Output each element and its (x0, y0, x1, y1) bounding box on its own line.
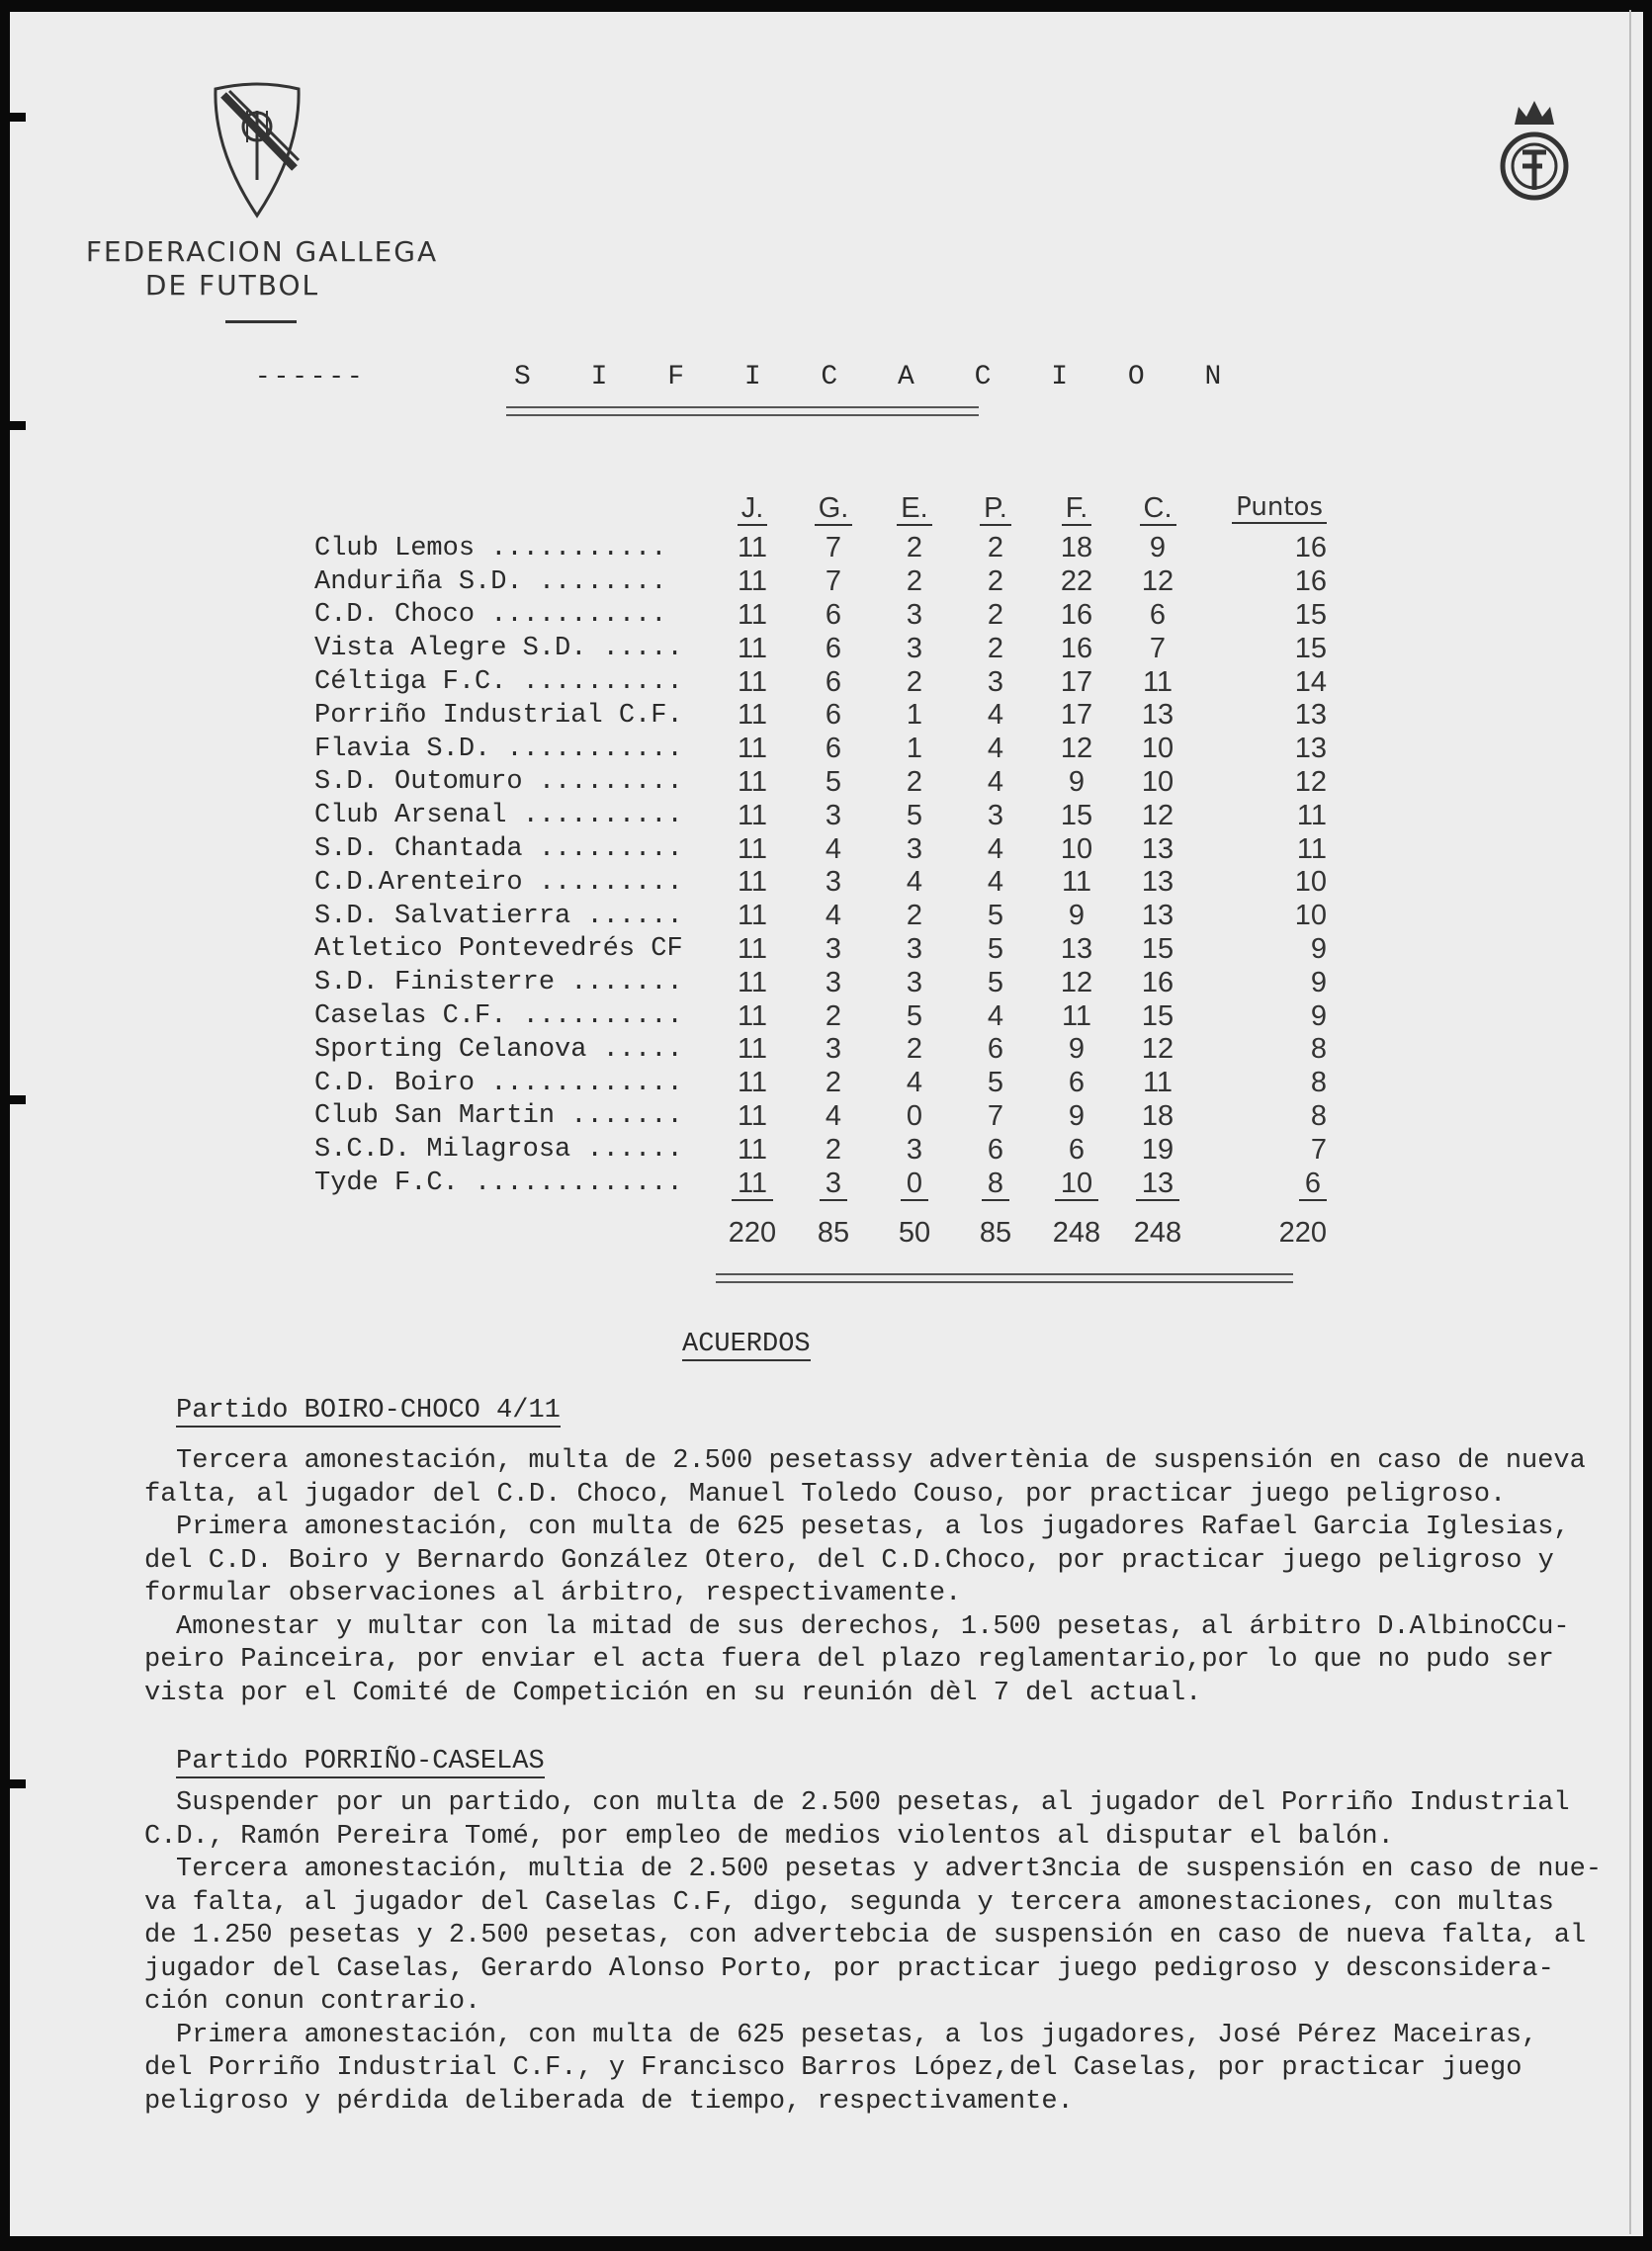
cell-drawn: 5 (906, 999, 923, 1032)
cell-goals-for: 17 (1060, 665, 1093, 698)
table-row (314, 1133, 1345, 1167)
team-name: Flavia S.D. ........... (314, 734, 683, 764)
cell-goals-against: 15 (1141, 999, 1174, 1032)
cell-goals-for: 17 (1060, 699, 1093, 732)
cell-played: 11 (737, 532, 768, 564)
crowned-emblem-icon (1493, 95, 1576, 209)
cell-goals-against: 12 (1141, 799, 1174, 831)
cell-points: 8 (1310, 1099, 1327, 1132)
cell-goals-for: 10 (1060, 832, 1093, 865)
cell-played: 11 (737, 632, 768, 664)
team-name: Club Lemos ........... (314, 533, 667, 563)
cell-goals-against: 12 (1141, 565, 1174, 598)
table-row (314, 565, 1345, 599)
cell-played: 11 (737, 699, 768, 732)
table-row (314, 866, 1345, 900)
cell-goals-for: 13 (1060, 932, 1093, 965)
table-row (314, 733, 1345, 766)
cell-drawn: 2 (906, 565, 923, 598)
cell-won: 6 (825, 632, 842, 664)
table-row (314, 632, 1345, 665)
binder-hole-mark (0, 113, 26, 122)
text-line: jugador del Caselas, Gerardo Alonso Porto, por practicar juego pedigroso y desconsidera- (144, 1953, 1554, 1984)
text-line: falta, al jugador del C.D. Choco, Manuel Toledo Couso, por practicar juego peligroso. (144, 1479, 1507, 1510)
cell-played: 11 (737, 1033, 768, 1066)
cell-won: 2 (825, 999, 842, 1032)
cell-points: 16 (1294, 532, 1327, 564)
team-name: Porriño Industrial C.F. (314, 700, 683, 731)
total-goals-against: 248 (1133, 1216, 1182, 1249)
cell-played: 11 (737, 665, 768, 698)
cell-played: 11 (737, 832, 768, 865)
table-row (314, 1067, 1345, 1100)
text-line: C.D., Ramón Pereira Tomé, por empleo de medios violentos al disputar el balón. (144, 1821, 1394, 1852)
text-line: Tercera amonestación, multa de 2.500 pesetassy advertènia de suspensión en caso de nueva (176, 1446, 1586, 1476)
table-row (314, 1100, 1345, 1134)
cell-goals-against: 19 (1141, 1133, 1174, 1166)
cell-drawn: 2 (906, 765, 923, 798)
cell-points: 9 (1310, 999, 1327, 1032)
cell-played: 11 (737, 866, 768, 899)
total-goals-for: 248 (1052, 1216, 1101, 1249)
total-lost: 85 (979, 1216, 1012, 1249)
cell-played: 11 (737, 900, 768, 932)
cell-drawn: 5 (906, 799, 923, 831)
section-title-porrino-caselas: Partido PORRIÑO-CASELAS (176, 1747, 545, 1776)
text-line: ción conun contrario. (144, 1987, 481, 2017)
cell-points: 10 (1294, 866, 1327, 899)
table-row (314, 665, 1345, 699)
cell-points: 15 (1294, 632, 1327, 664)
total-points: 220 (1278, 1216, 1327, 1249)
cell-drawn: 2 (906, 665, 923, 698)
cell-lost: 4 (987, 866, 1004, 899)
cell-won: 3 (820, 1168, 847, 1201)
cell-lost: 5 (987, 966, 1004, 998)
cell-goals-against: 16 (1141, 966, 1174, 998)
text-line: peiro Painceira, por enviar el acta fuera del plazo reglamentario,por lo que no pudo ser (144, 1645, 1554, 1675)
team-name: Tyde F.C. ............. (314, 1169, 683, 1199)
cell-played: 11 (737, 966, 768, 998)
cell-goals-for: 12 (1060, 966, 1093, 998)
cell-points: 11 (1296, 832, 1327, 865)
page-title: S I F I C A C I O N (514, 362, 1244, 392)
cell-points: 13 (1294, 733, 1327, 765)
cell-points: 13 (1294, 699, 1327, 732)
cell-won: 5 (825, 765, 842, 798)
acuerdos-heading: ACUERDOS (682, 1330, 811, 1359)
cell-drawn: 3 (906, 632, 923, 664)
cell-won: 4 (825, 832, 842, 865)
cell-goals-against: 13 (1141, 699, 1174, 732)
cell-lost: 4 (987, 999, 1004, 1032)
cell-goals-for: 15 (1060, 799, 1093, 831)
cell-won: 4 (825, 1099, 842, 1132)
team-name: Céltiga F.C. .......... (314, 667, 683, 698)
section-title-boiro-choco: Partido BOIRO-CHOCO 4/11 (176, 1396, 561, 1426)
cell-goals-against: 10 (1141, 765, 1174, 798)
total-played: 220 (728, 1216, 777, 1249)
cell-points: 14 (1294, 665, 1327, 698)
cell-goals-against: 13 (1141, 900, 1174, 932)
table-row (314, 999, 1345, 1033)
text-line: Amonestar y multar con la mitad de sus derechos, 1.500 pesetas, al árbitro D.AlbinoCCu- (176, 1611, 1570, 1642)
standings-table (314, 492, 1345, 1250)
cell-played: 11 (737, 1133, 768, 1166)
totals-row (314, 1200, 1345, 1250)
cell-won: 4 (825, 900, 842, 932)
cell-lost: 7 (987, 1099, 1004, 1132)
cell-goals-against: 11 (1142, 1067, 1174, 1099)
team-name: Club San Martin ....... (314, 1101, 683, 1132)
cell-won: 6 (825, 699, 842, 732)
team-name: Anduriña S.D. ........ (314, 566, 667, 597)
cell-goals-for: 9 (1068, 765, 1086, 798)
cell-played: 11 (732, 1168, 773, 1201)
paragraph (144, 1512, 1637, 1611)
text-line: peligroso y pérdida deliberada de tiempo, respectivamente. (144, 2086, 1074, 2117)
table-row (314, 599, 1345, 633)
cell-won: 3 (825, 932, 842, 965)
col-header-goals-against: C. (1140, 492, 1176, 526)
cell-goals-against: 15 (1141, 932, 1174, 965)
title-underline (506, 406, 979, 416)
cell-won: 3 (825, 966, 842, 998)
team-name: C.D. Choco ........... (314, 600, 667, 631)
table-row (314, 799, 1345, 832)
cell-won: 3 (825, 1033, 842, 1066)
cell-lost: 2 (987, 632, 1004, 664)
cell-lost: 3 (987, 665, 1004, 698)
org-name-line1: FEDERACION GALLEGA (85, 235, 439, 268)
cell-drawn: 3 (906, 1133, 923, 1166)
cell-goals-for: 11 (1061, 866, 1092, 899)
cell-goals-for: 12 (1060, 733, 1093, 765)
paragraph (144, 1854, 1637, 2020)
cell-played: 11 (737, 565, 768, 598)
table-row (314, 1033, 1345, 1067)
cell-lost: 2 (987, 565, 1004, 598)
cell-goals-against: 7 (1149, 632, 1167, 664)
section-body-porrino-caselas (144, 1787, 1637, 2119)
cell-drawn: 1 (906, 733, 923, 765)
team-name: Club Arsenal .......... (314, 801, 683, 831)
cell-goals-for: 9 (1068, 900, 1086, 932)
team-name: S.D. Finisterre ....... (314, 968, 683, 998)
paragraph (144, 1787, 1637, 1854)
text-line: va falta, al jugador del Caselas C.F, digo, segunda y tercera amonestaciones, con multas (144, 1887, 1554, 1918)
cell-drawn: 4 (906, 866, 923, 899)
total-won: 85 (817, 1216, 850, 1249)
cell-points: 11 (1296, 799, 1327, 831)
cell-points: 16 (1294, 565, 1327, 598)
cell-played: 11 (737, 598, 768, 631)
text-line: Tercera amonestación, multia de 2.500 pesetas y advert3ncia de suspensión en caso de nue- (176, 1855, 1603, 1884)
cell-goals-against: 9 (1149, 532, 1167, 564)
paragraph (144, 1445, 1637, 1512)
cell-points: 10 (1294, 900, 1327, 932)
team-name: S.C.D. Milagrosa ...... (314, 1135, 683, 1166)
binder-hole-mark (0, 1095, 26, 1104)
table-row (314, 832, 1345, 866)
total-drawn: 50 (898, 1216, 931, 1249)
cell-points: 8 (1310, 1033, 1327, 1066)
cell-goals-for: 16 (1060, 598, 1093, 631)
table-header-row (314, 492, 1345, 532)
cell-goals-against: 6 (1149, 598, 1167, 631)
cell-drawn: 4 (906, 1067, 923, 1099)
cell-goals-against: 18 (1141, 1099, 1174, 1132)
section-body-boiro-choco (144, 1445, 1637, 1710)
cell-won: 2 (825, 1133, 842, 1166)
text-line: del C.D. Boiro y Bernardo González Otero, del C.D.Choco, por practicar juego peligroso y (144, 1545, 1554, 1576)
table-row (314, 933, 1345, 967)
cell-won: 2 (825, 1067, 842, 1099)
text-line: de 1.250 pesetas y 2.500 pesetas, con advertebcia de suspensión en caso de nueva falta, al (144, 1921, 1587, 1950)
federation-name (59, 235, 465, 303)
cell-lost: 4 (987, 733, 1004, 765)
cell-goals-for: 11 (1061, 999, 1092, 1032)
team-name: C.D. Boiro ............ (314, 1068, 683, 1098)
cell-won: 7 (825, 532, 842, 564)
cell-lost: 8 (982, 1168, 1009, 1201)
cell-drawn: 2 (906, 1033, 923, 1066)
cell-lost: 4 (987, 832, 1004, 865)
cell-lost: 2 (987, 532, 1004, 564)
col-header-goals-for: F. (1062, 492, 1092, 526)
cell-points: 7 (1310, 1133, 1327, 1166)
cell-goals-for: 9 (1068, 1099, 1086, 1132)
table-row (314, 1167, 1345, 1200)
team-name: Atletico Pontevedrés CF (314, 934, 683, 965)
cell-won: 6 (825, 733, 842, 765)
text-line: vista por el Comité de Competición en su reunión dèl 7 del actual. (144, 1678, 1202, 1708)
table-row (314, 766, 1345, 800)
cell-played: 11 (737, 999, 768, 1032)
cell-points: 8 (1310, 1067, 1327, 1099)
team-name: Vista Alegre S.D. ..... (314, 634, 683, 664)
text-line: Suspender por un partido, con multa de 2.500 pesetas, al jugador del Porriño Industrial (176, 1788, 1570, 1818)
cell-lost: 5 (987, 932, 1004, 965)
cell-won: 3 (825, 799, 842, 831)
team-name: C.D.Arenteiro ......... (314, 867, 683, 898)
cell-lost: 4 (987, 699, 1004, 732)
cell-lost: 5 (987, 1067, 1004, 1099)
col-header-won: G. (815, 492, 853, 526)
binder-hole-mark (0, 421, 26, 430)
col-header-points: Puntos (1232, 492, 1327, 524)
cell-won: 7 (825, 565, 842, 598)
text-line: formular observaciones al árbitro, respectivamente. (144, 1579, 962, 1608)
cell-won: 6 (825, 665, 842, 698)
cell-drawn: 0 (901, 1168, 928, 1201)
team-name: S.D. Outomuro ......... (314, 767, 683, 798)
cell-played: 11 (737, 799, 768, 831)
table-row (314, 532, 1345, 565)
cell-goals-for: 9 (1068, 1033, 1086, 1066)
cell-goals-for: 22 (1060, 565, 1093, 598)
team-name: Caselas C.F. .......... (314, 1001, 683, 1032)
binder-hole-mark (0, 1779, 26, 1788)
cell-goals-against: 11 (1142, 665, 1174, 698)
cell-drawn: 1 (906, 699, 923, 732)
cell-won: 3 (825, 866, 842, 899)
paragraph (144, 2020, 1637, 2120)
cell-goals-against: 13 (1141, 866, 1174, 899)
cell-played: 11 (737, 1067, 768, 1099)
col-header-lost: P. (980, 492, 1011, 526)
cell-played: 11 (737, 733, 768, 765)
team-name: S.D. Salvatierra ...... (314, 901, 683, 931)
cell-won: 6 (825, 598, 842, 631)
cell-lost: 6 (987, 1133, 1004, 1166)
cell-goals-against: 12 (1141, 1033, 1174, 1066)
cell-drawn: 0 (906, 1099, 923, 1132)
text-line: Primera amonestación, con multa de 625 pesetas, a los jugadores, José Pérez Maceiras, (176, 2020, 1538, 2050)
cell-drawn: 3 (906, 832, 923, 865)
cell-points: 9 (1310, 932, 1327, 965)
cell-drawn: 2 (906, 532, 923, 564)
cell-lost: 4 (987, 765, 1004, 798)
cell-points: 9 (1310, 966, 1327, 998)
paragraph (144, 1611, 1637, 1711)
cell-goals-against: 13 (1141, 832, 1174, 865)
cell-goals-against: 10 (1141, 733, 1174, 765)
cell-goals-against: 13 (1136, 1168, 1179, 1201)
table-row (314, 900, 1345, 933)
cell-points: 15 (1294, 598, 1327, 631)
cell-goals-for: 18 (1060, 532, 1093, 564)
cell-goals-for: 10 (1055, 1168, 1098, 1201)
table-row (314, 699, 1345, 733)
text-line: Primera amonestación, con multa de 625 pesetas, a los jugadores Rafael Garcia Iglesias, (176, 1513, 1570, 1542)
totals-double-rule (716, 1273, 1293, 1283)
divider (225, 320, 297, 323)
cell-drawn: 3 (906, 932, 923, 965)
cell-points: 6 (1299, 1168, 1327, 1201)
org-name-line2: DE FUTBOL (144, 269, 320, 302)
cell-lost: 2 (987, 598, 1004, 631)
title-dashes: ------ (255, 362, 366, 391)
cell-lost: 6 (987, 1033, 1004, 1066)
team-name: S.D. Chantada ......... (314, 834, 683, 865)
cell-lost: 3 (987, 799, 1004, 831)
col-header-drawn: E. (897, 492, 931, 526)
shield-emblem-icon (210, 81, 304, 224)
cell-goals-for: 16 (1060, 632, 1093, 664)
cell-played: 11 (737, 1099, 768, 1132)
table-row (314, 966, 1345, 999)
cell-lost: 5 (987, 900, 1004, 932)
cell-drawn: 3 (906, 598, 923, 631)
col-header-played: J. (738, 492, 768, 526)
cell-played: 11 (737, 765, 768, 798)
cell-goals-for: 6 (1068, 1133, 1086, 1166)
cell-points: 12 (1294, 765, 1327, 798)
cell-goals-for: 6 (1068, 1067, 1086, 1099)
text-line: del Porriño Industrial C.F., y Francisco Barros López,del Caselas, por practicar juego (144, 2053, 1522, 2083)
team-name: Sporting Celanova ..... (314, 1034, 683, 1065)
cell-drawn: 3 (906, 966, 923, 998)
cell-drawn: 2 (906, 900, 923, 932)
cell-played: 11 (737, 932, 768, 965)
